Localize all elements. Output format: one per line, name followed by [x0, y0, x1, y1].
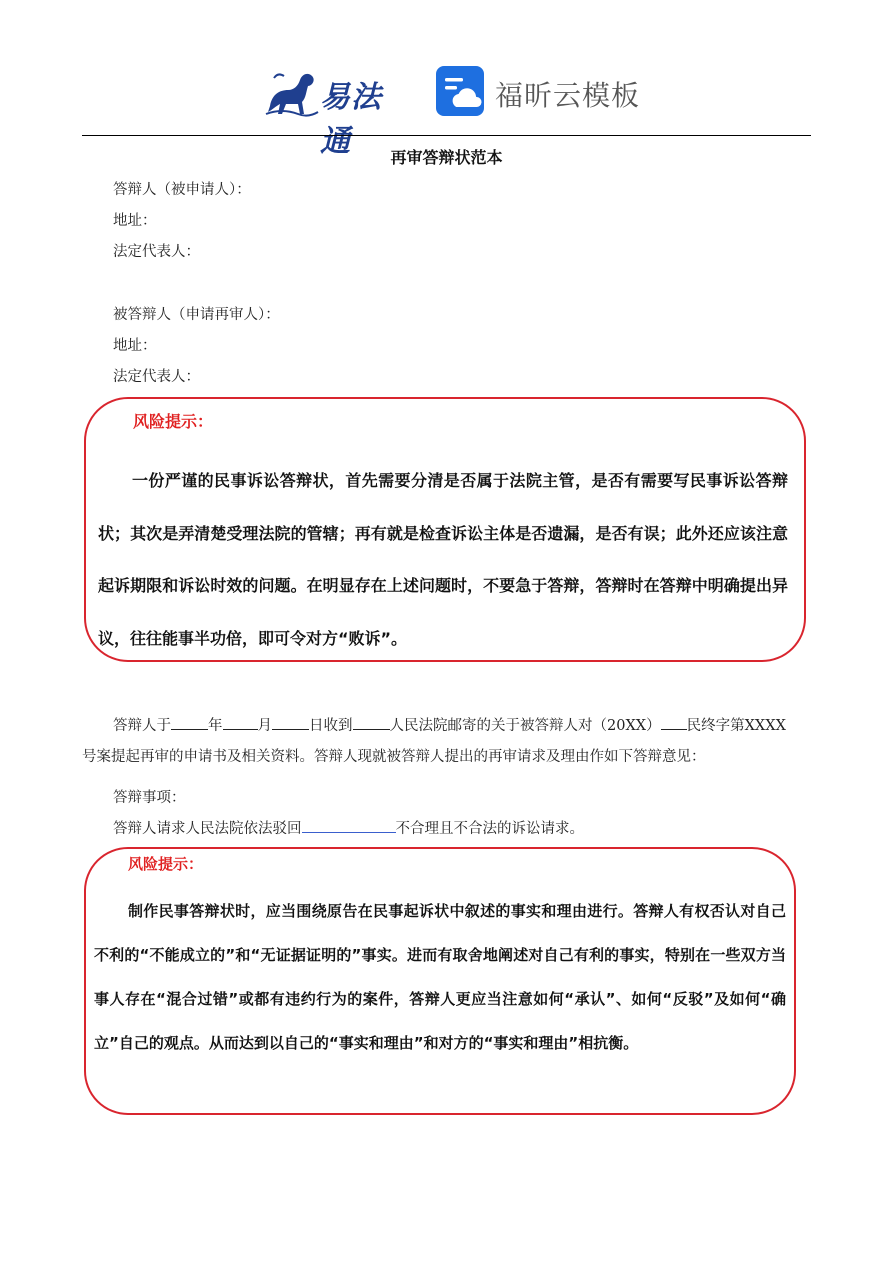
receipt-text-c: 月 — [257, 718, 272, 734]
risk-box-2 — [84, 847, 796, 1115]
risk-title-2: 风险提示： — [128, 855, 204, 873]
receipt-text-b: 年 — [208, 718, 223, 734]
month-blank[interactable] — [223, 715, 258, 730]
yifatong-logo-text: 易法通 — [320, 80, 382, 159]
receipt-text-a: 答辩人于 — [113, 718, 171, 734]
applicant-label: 被答辩人（申请再审人）： — [113, 307, 280, 323]
applicant-rep: 法定代表人： — [113, 369, 200, 385]
year-blank[interactable] — [171, 715, 208, 730]
receipt-text-e: 人民法院邮寄的关于被答辩人对（20XX） — [389, 718, 661, 734]
receipt-text-f: 民终字第XXXX号案提起再审的申请书及相关资料。答辩人现就被答辩人提出的再审请求及理由作如下答辩意见： — [82, 718, 786, 765]
items-label: 答辩事项： — [113, 790, 186, 806]
request-text-b: 不合理且不合法的诉讼请求。 — [395, 821, 584, 837]
request-line — [113, 817, 584, 838]
risk-body-1: 一份严谨的民事诉讼答辩状，首先需要分清是否属于法院主管，是否有需要写民事诉讼答辩状；其次是弄清楚受理法院的管辖；再有就是检查诉讼主体是否遗漏，是否有误；此外还应该注意起诉期限和诉讼时效的问题。在明显存在上述问题时，不要急于答辩，答辩时在答辩中明确提出异议，往往能事半功倍，即可令对方“败诉”。 — [98, 471, 788, 648]
cloud-document-icon — [436, 66, 484, 116]
page-title: 再审答辩状范本 — [390, 148, 503, 167]
risk-body-2: 制作民事答辩状时，应当围绕原告在民事起诉状中叙述的事实和理由进行。答辩人有权否认对自己不利的“不能成立的”和“无证据证明的”事实。进而有取舍地阐述对自己有利的事实，特别在一些双方当事人存在“混合过错”或都有违约行为的案件，答辩人更应当注意如何“承认”、如何“反驳”及如何“确立”自己的观点。从而达到以自己的“事实和理由”和对方的“事实和理由”相抗衡。 — [94, 902, 786, 1052]
respondent-label: 答辩人（被申请人）： — [113, 182, 251, 198]
request-text-a: 答辩人请求人民法院依法驳回 — [113, 821, 302, 837]
day-blank[interactable] — [272, 715, 309, 730]
receipt-paragraph — [82, 711, 794, 773]
qilin-icon — [262, 64, 322, 120]
party-blank[interactable] — [302, 818, 396, 833]
yifatong-logo — [262, 64, 412, 159]
fuxin-template-logo-text: 福昕云模板 — [495, 79, 641, 112]
applicant-address: 地址： — [113, 338, 157, 354]
risk-box-1 — [84, 397, 806, 662]
respondent-rep: 法定代表人： — [113, 244, 200, 260]
respondent-address: 地址： — [113, 213, 157, 229]
case-blank[interactable] — [661, 715, 687, 730]
header-divider — [82, 135, 811, 136]
risk-title-1: 风险提示： — [133, 412, 214, 431]
court-blank[interactable] — [353, 715, 390, 730]
receipt-text-d: 日收到 — [309, 718, 353, 734]
